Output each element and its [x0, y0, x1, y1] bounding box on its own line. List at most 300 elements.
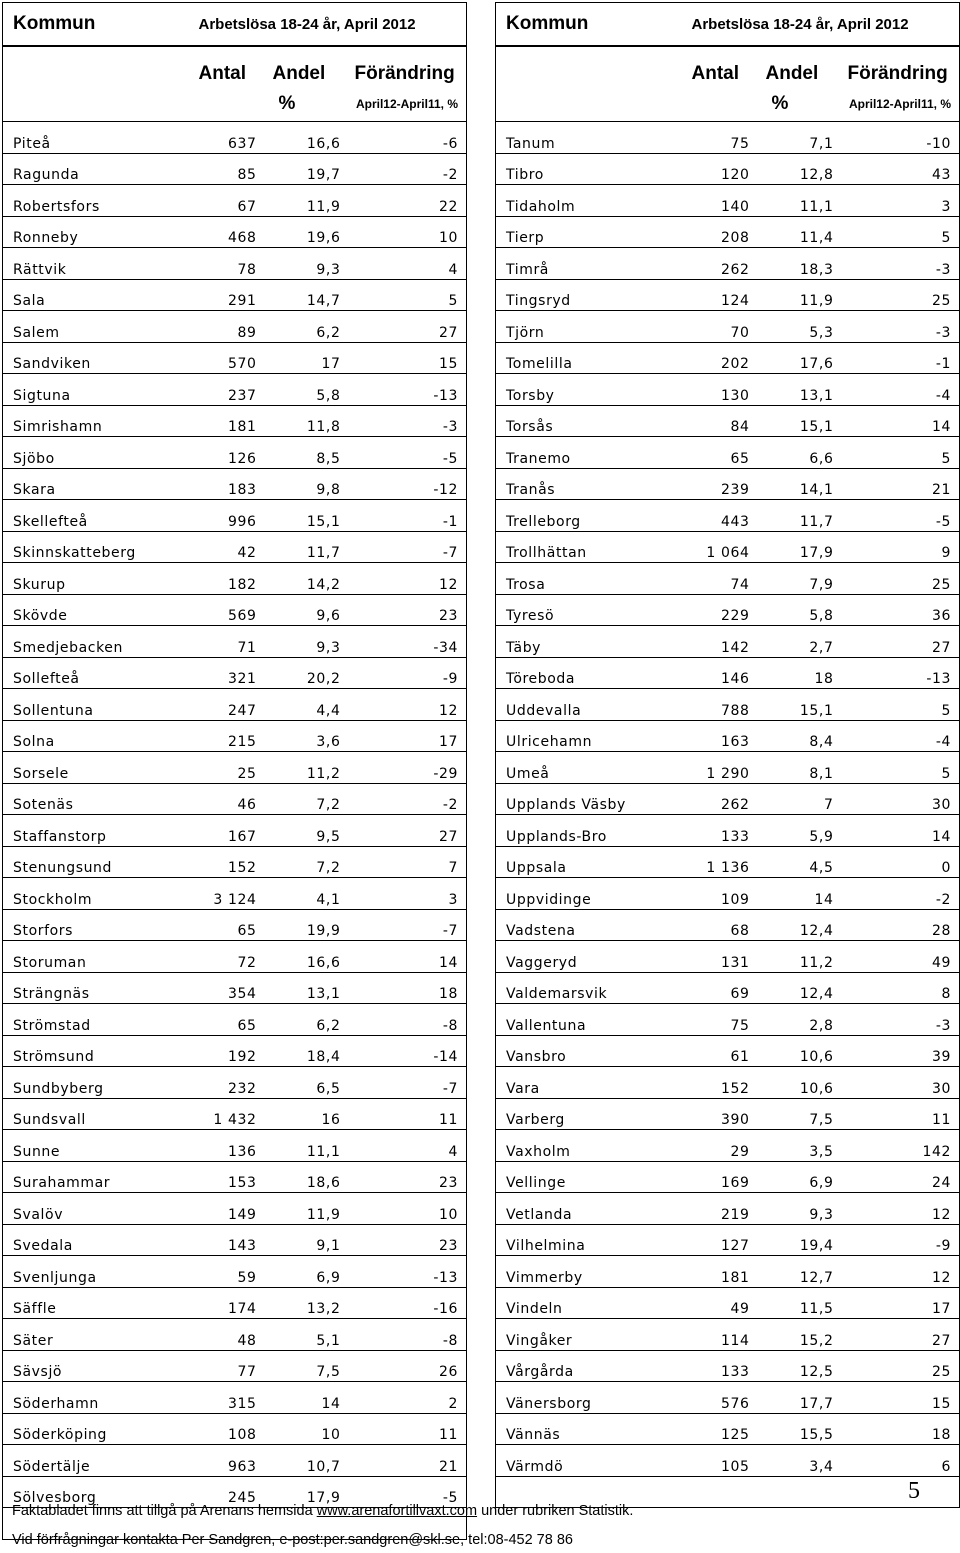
- antal-value: 239: [684, 468, 760, 500]
- antal-value: 125: [684, 1413, 760, 1445]
- forandring-value: -3: [347, 405, 467, 437]
- antal-value: 42: [191, 531, 267, 563]
- forandring-value: -3: [840, 1004, 960, 1036]
- table-row: [3, 1350, 467, 1382]
- andel-value: 9,3: [267, 626, 347, 658]
- antal-value: 71: [191, 626, 267, 658]
- forandring-value: 6: [840, 1445, 960, 1477]
- andel-value: 6,2: [267, 311, 347, 343]
- andel-value: 14,7: [267, 279, 347, 311]
- footer-text: Faktabladet finns att tillgå på Arenans hemsida: [12, 1503, 317, 1519]
- forandring-value: 10: [347, 216, 467, 248]
- table-row: [496, 1224, 960, 1256]
- andel-value: 10,6: [760, 1035, 840, 1067]
- andel-value: 11,9: [760, 279, 840, 311]
- table-row: [3, 500, 467, 532]
- antal-value: 963: [191, 1445, 267, 1477]
- forandring-value: -13: [840, 657, 960, 689]
- antal-value: 124: [684, 279, 760, 311]
- antal-value: 78: [191, 248, 267, 280]
- kommun-name: Smedjebacken: [3, 626, 191, 658]
- kommun-name: Robertsfors: [3, 185, 191, 217]
- antal-value: 262: [684, 248, 760, 280]
- antal-value: 3 124: [191, 878, 267, 910]
- forandring-value: -8: [347, 1004, 467, 1036]
- antal-value: 67: [191, 185, 267, 217]
- forandring-value: 8: [840, 972, 960, 1004]
- antal-value: 108: [191, 1413, 267, 1445]
- table-row: [3, 752, 467, 784]
- antal-value: 569: [191, 594, 267, 626]
- table-row: [3, 878, 467, 910]
- kommun-name: Vänersborg: [496, 1382, 684, 1414]
- kommun-name: Ragunda: [3, 153, 191, 185]
- antal-value: 219: [684, 1193, 760, 1225]
- antal-value: 169: [684, 1161, 760, 1193]
- kommun-name: Tidaholm: [496, 185, 684, 217]
- kommun-name: Staffanstorp: [3, 815, 191, 847]
- forandring-value: 30: [840, 1067, 960, 1099]
- table-row: [496, 311, 960, 343]
- table-row: [496, 468, 960, 500]
- table-row: [3, 626, 467, 658]
- kommun-name: Uppsala: [496, 846, 684, 878]
- kommun-name: Trollhättan: [496, 531, 684, 563]
- table-row: [496, 1319, 960, 1351]
- kommun-name: Sundbyberg: [3, 1067, 191, 1099]
- kommun-header: Kommun: [496, 3, 684, 47]
- table-row: [3, 1287, 467, 1319]
- forandring-value: 27: [840, 1319, 960, 1351]
- forandring-value: 27: [840, 626, 960, 658]
- andel-value: 17,7: [760, 1382, 840, 1414]
- table-row: [3, 657, 467, 689]
- andel-value: 6,9: [267, 1256, 347, 1288]
- forandring-value: 14: [840, 405, 960, 437]
- forandring-value: -4: [840, 374, 960, 406]
- forandring-value: 36: [840, 594, 960, 626]
- andel-value: 15,1: [760, 689, 840, 721]
- kommun-name: Tyresö: [496, 594, 684, 626]
- andel-value: 7,2: [267, 783, 347, 815]
- table-row: [3, 1413, 467, 1445]
- kommun-name: Tranås: [496, 468, 684, 500]
- forandring-value: 43: [840, 153, 960, 185]
- forandring-value: 23: [347, 1224, 467, 1256]
- andel-value: 11,2: [267, 752, 347, 784]
- kommun-name: Sollentuna: [3, 689, 191, 721]
- forandring-value: 4: [347, 248, 467, 280]
- antal-value: 109: [684, 878, 760, 910]
- andel-value: 5,9: [760, 815, 840, 847]
- andel-value: 9,8: [267, 468, 347, 500]
- table-row: [496, 1193, 960, 1225]
- andel-value: [760, 1476, 840, 1508]
- antal-value: 208: [684, 216, 760, 248]
- kommun-name: Umeå: [496, 752, 684, 784]
- table-row: [496, 500, 960, 532]
- kommun-name: Strömsund: [3, 1035, 191, 1067]
- antal-value: 149: [191, 1193, 267, 1225]
- forandring-value: -1: [347, 500, 467, 532]
- table-row: [496, 374, 960, 406]
- antal-value: 59: [191, 1256, 267, 1288]
- kommun-name: Skurup: [3, 563, 191, 595]
- forandring-value: 11: [347, 1098, 467, 1130]
- table-row: [3, 594, 467, 626]
- forandring-value: -7: [347, 1067, 467, 1099]
- antal-value: 570: [191, 342, 267, 374]
- forandring-value: 9: [840, 531, 960, 563]
- kommun-name: Timrå: [496, 248, 684, 280]
- table-row: [496, 1287, 960, 1319]
- antal-value: 143: [191, 1224, 267, 1256]
- andel-unit: %: [760, 87, 840, 122]
- table-row: [3, 185, 467, 217]
- forandring-value: -7: [347, 531, 467, 563]
- kommun-name: Tomelilla: [496, 342, 684, 374]
- kommun-name: Strömstad: [3, 1004, 191, 1036]
- table-row: [3, 374, 467, 406]
- forandring-value: -5: [840, 500, 960, 532]
- antal-value: 181: [191, 405, 267, 437]
- antal-value: 46: [191, 783, 267, 815]
- antal-value: 192: [191, 1035, 267, 1067]
- kommun-name: Torsås: [496, 405, 684, 437]
- antal-value: 354: [191, 972, 267, 1004]
- andel-value: 8,5: [267, 437, 347, 469]
- antal-value: 65: [684, 437, 760, 469]
- forandring-value: -8: [347, 1319, 467, 1351]
- forandring-value: 5: [347, 279, 467, 311]
- forandring-value: 18: [347, 972, 467, 1004]
- antal-value: 142: [684, 626, 760, 658]
- table-row: [496, 846, 960, 878]
- andel-value: 13,2: [267, 1287, 347, 1319]
- antal-value: [684, 1476, 760, 1508]
- antal-value: 390: [684, 1098, 760, 1130]
- forandring-value: 23: [347, 1161, 467, 1193]
- andel-value: 14: [267, 1382, 347, 1414]
- forandring-value: 11: [347, 1413, 467, 1445]
- forandring-value: 14: [840, 815, 960, 847]
- kommun-name: Säffle: [3, 1287, 191, 1319]
- column-subheader-row: [496, 87, 960, 122]
- andel-value: 19,9: [267, 909, 347, 941]
- antal-value: 61: [684, 1035, 760, 1067]
- andel-value: 3,5: [760, 1130, 840, 1162]
- antal-value: 576: [684, 1382, 760, 1414]
- forandring-value: 24: [840, 1161, 960, 1193]
- andel-value: 5,1: [267, 1319, 347, 1351]
- andel-value: 14: [760, 878, 840, 910]
- forandring-value: 27: [347, 815, 467, 847]
- table-row: [3, 720, 467, 752]
- andel-value: 14,2: [267, 563, 347, 595]
- andel-value: 7,9: [760, 563, 840, 595]
- antal-value: 202: [684, 342, 760, 374]
- forandring-value: 12: [840, 1256, 960, 1288]
- antal-value: 291: [191, 279, 267, 311]
- kommun-name: Vadstena: [496, 909, 684, 941]
- antal-header: Antal: [691, 63, 739, 84]
- antal-value: 146: [684, 657, 760, 689]
- kommun-name: Tingsryd: [496, 279, 684, 311]
- kommun-name: Piteå: [3, 122, 191, 154]
- antal-value: 1 432: [191, 1098, 267, 1130]
- antal-value: 182: [191, 563, 267, 595]
- forandring-value: 39: [840, 1035, 960, 1067]
- antal-value: 77: [191, 1350, 267, 1382]
- table-row: [496, 153, 960, 185]
- column-header-row: [3, 46, 467, 87]
- andel-value: 10,7: [267, 1445, 347, 1477]
- forandring-value: 11: [840, 1098, 960, 1130]
- andel-value: 8,4: [760, 720, 840, 752]
- forandring-value: -6: [347, 122, 467, 154]
- kommun-name: Vimmerby: [496, 1256, 684, 1288]
- table-row: [496, 1382, 960, 1414]
- table-row: [496, 437, 960, 469]
- forandring-value: 27: [347, 311, 467, 343]
- forandring-value: -2: [840, 878, 960, 910]
- forandring-value: -5: [347, 1476, 467, 1508]
- forandring-value: 12: [347, 563, 467, 595]
- forandring-value: -5: [347, 437, 467, 469]
- kommun-name: Varberg: [496, 1098, 684, 1130]
- antal-value: 120: [684, 153, 760, 185]
- andel-value: 7,2: [267, 846, 347, 878]
- andel-value: 12,4: [760, 972, 840, 1004]
- kommun-name: Tranemo: [496, 437, 684, 469]
- kommun-header: Kommun: [3, 3, 191, 47]
- table-row: [496, 1350, 960, 1382]
- kommun-name: Torsby: [496, 374, 684, 406]
- kommun-name: Svalöv: [3, 1193, 191, 1225]
- antal-value: 1 136: [684, 846, 760, 878]
- kommun-name: Vallentuna: [496, 1004, 684, 1036]
- column-subheader-row: [3, 87, 467, 122]
- table-row: [496, 909, 960, 941]
- kommun-name: Uddevalla: [496, 689, 684, 721]
- antal-value: 996: [191, 500, 267, 532]
- andel-value: 11,4: [760, 216, 840, 248]
- kommun-name: Sjöbo: [3, 437, 191, 469]
- forandring-value: 142: [840, 1130, 960, 1162]
- kommun-name: Surahammar: [3, 1161, 191, 1193]
- kommun-name: Sala: [3, 279, 191, 311]
- andel-value: 10: [267, 1413, 347, 1445]
- andel-value: 17,9: [760, 531, 840, 563]
- forandring-value: -4: [840, 720, 960, 752]
- page-number: 5: [908, 1478, 920, 1504]
- kommun-name: Valdemarsvik: [496, 972, 684, 1004]
- antal-value: 215: [191, 720, 267, 752]
- andel-value: 11,5: [760, 1287, 840, 1319]
- forandring-value: 12: [347, 689, 467, 721]
- antal-value: 75: [684, 122, 760, 154]
- table-row: [3, 153, 467, 185]
- forandring-value: -14: [347, 1035, 467, 1067]
- kommun-name: Solna: [3, 720, 191, 752]
- table-row: [3, 909, 467, 941]
- andel-value: 16,6: [267, 122, 347, 154]
- kommun-name: Töreboda: [496, 657, 684, 689]
- forandring-value: 12: [840, 1193, 960, 1225]
- kommun-name: Sollefteå: [3, 657, 191, 689]
- table-row: [496, 1413, 960, 1445]
- andel-value: 11,9: [267, 1193, 347, 1225]
- kommun-name: Tibro: [496, 153, 684, 185]
- andel-value: 9,1: [267, 1224, 347, 1256]
- forandring-value: 21: [840, 468, 960, 500]
- antal-value: 85: [191, 153, 267, 185]
- antal-value: 65: [191, 1004, 267, 1036]
- antal-value: 237: [191, 374, 267, 406]
- table-row: [496, 657, 960, 689]
- antal-value: 74: [684, 563, 760, 595]
- andel-value: 7,5: [267, 1350, 347, 1382]
- table-row: [496, 1161, 960, 1193]
- andel-value: 19,6: [267, 216, 347, 248]
- forandring-value: 15: [347, 342, 467, 374]
- footer-contact: Vid förfrågningar kontakta Per Sandgren, e-post:per.sandgren@skl.se, tel:08-452 78 86: [12, 1532, 573, 1548]
- antal-value: 130: [684, 374, 760, 406]
- kommun-name: Vårgårda: [496, 1350, 684, 1382]
- antal-value: 174: [191, 1287, 267, 1319]
- table-row: [3, 468, 467, 500]
- website-link[interactable]: www.arenafortillvaxt.com: [316, 1503, 478, 1519]
- table-row: [3, 815, 467, 847]
- forandring-value: 5: [840, 216, 960, 248]
- footer-info: [12, 1503, 633, 1519]
- forandring-value: -13: [347, 1256, 467, 1288]
- table-title: Arbetslösa 18-24 år, April 2012: [191, 3, 467, 47]
- forandring-value: 26: [347, 1350, 467, 1382]
- andel-value: 18,6: [267, 1161, 347, 1193]
- andel-value: 15,1: [760, 405, 840, 437]
- antal-value: 72: [191, 941, 267, 973]
- forandring-value: -2: [347, 153, 467, 185]
- antal-value: 229: [684, 594, 760, 626]
- right-table-body: [496, 3, 960, 1508]
- forandring-value: 22: [347, 185, 467, 217]
- table-row: [496, 1445, 960, 1477]
- andel-value: 10,6: [760, 1067, 840, 1099]
- forandring-value: -7: [347, 909, 467, 941]
- antal-value: 114: [684, 1319, 760, 1351]
- andel-value: 6,9: [760, 1161, 840, 1193]
- forandring-value: -34: [347, 626, 467, 658]
- table-row: [3, 1193, 467, 1225]
- kommun-name: Strängnäs: [3, 972, 191, 1004]
- table-row: [496, 216, 960, 248]
- kommun-name: Storuman: [3, 941, 191, 973]
- table-row: [3, 1130, 467, 1162]
- andel-header: Andel: [765, 63, 819, 84]
- table-row: [496, 720, 960, 752]
- kommun-name: Ulricehamn: [496, 720, 684, 752]
- table-row: [496, 342, 960, 374]
- table-row: [496, 783, 960, 815]
- antal-value: 262: [684, 783, 760, 815]
- kommun-name: Vaxholm: [496, 1130, 684, 1162]
- kommun-name: Skinnskatteberg: [3, 531, 191, 563]
- table-row: [496, 972, 960, 1004]
- andel-value: 3,4: [760, 1445, 840, 1477]
- table-row: [3, 783, 467, 815]
- andel-value: 5,8: [267, 374, 347, 406]
- andel-value: 15,2: [760, 1319, 840, 1351]
- andel-value: 7,5: [760, 1098, 840, 1130]
- table-row: [3, 846, 467, 878]
- table-row: [496, 1067, 960, 1099]
- kommun-name: Sotenäs: [3, 783, 191, 815]
- andel-value: 7: [760, 783, 840, 815]
- antal-value: 48: [191, 1319, 267, 1351]
- table-row: [496, 248, 960, 280]
- antal-value: 126: [191, 437, 267, 469]
- antal-value: 153: [191, 1161, 267, 1193]
- kommun-name: Täby: [496, 626, 684, 658]
- table-row: [496, 1256, 960, 1288]
- antal-value: 1 064: [684, 531, 760, 563]
- table-row: [3, 1067, 467, 1099]
- table-row: [3, 216, 467, 248]
- forandring-value: 0: [840, 846, 960, 878]
- table-row: [3, 311, 467, 343]
- antal-value: 152: [191, 846, 267, 878]
- forandring-header: Förändring: [347, 46, 467, 87]
- table-row: [3, 405, 467, 437]
- antal-value: 443: [684, 500, 760, 532]
- kommun-name: Vännäs: [496, 1413, 684, 1445]
- antal-value: 65: [191, 909, 267, 941]
- table-row: [496, 815, 960, 847]
- kommun-name: Simrishamn: [3, 405, 191, 437]
- table-row: [3, 941, 467, 973]
- kommun-name: Svedala: [3, 1224, 191, 1256]
- andel-value: 14,1: [760, 468, 840, 500]
- antal-value: 152: [684, 1067, 760, 1099]
- kommun-name: Stockholm: [3, 878, 191, 910]
- table-row: [3, 279, 467, 311]
- forandring-value: -10: [840, 122, 960, 154]
- andel-value: 13,1: [760, 374, 840, 406]
- kommun-name: Sunne: [3, 1130, 191, 1162]
- andel-value: 2,8: [760, 1004, 840, 1036]
- forandring-value: -2: [347, 783, 467, 815]
- table-row: [3, 1256, 467, 1288]
- forandring-value: 2: [347, 1382, 467, 1414]
- table-row: [3, 248, 467, 280]
- forandring-value: -13: [347, 374, 467, 406]
- antal-header: Antal: [198, 63, 246, 84]
- andel-value: 8,1: [760, 752, 840, 784]
- andel-value: 17: [267, 342, 347, 374]
- forandring-value: 23: [347, 594, 467, 626]
- kommun-name: Skövde: [3, 594, 191, 626]
- andel-value: 15,1: [267, 500, 347, 532]
- table-row: [496, 941, 960, 973]
- kommun-name: Sigtuna: [3, 374, 191, 406]
- kommun-name: Svenljunga: [3, 1256, 191, 1288]
- andel-value: 15,5: [760, 1413, 840, 1445]
- forandring-value: 25: [840, 1350, 960, 1382]
- kommun-name: Tjörn: [496, 311, 684, 343]
- antal-value: 68: [684, 909, 760, 941]
- andel-value: 12,4: [760, 909, 840, 941]
